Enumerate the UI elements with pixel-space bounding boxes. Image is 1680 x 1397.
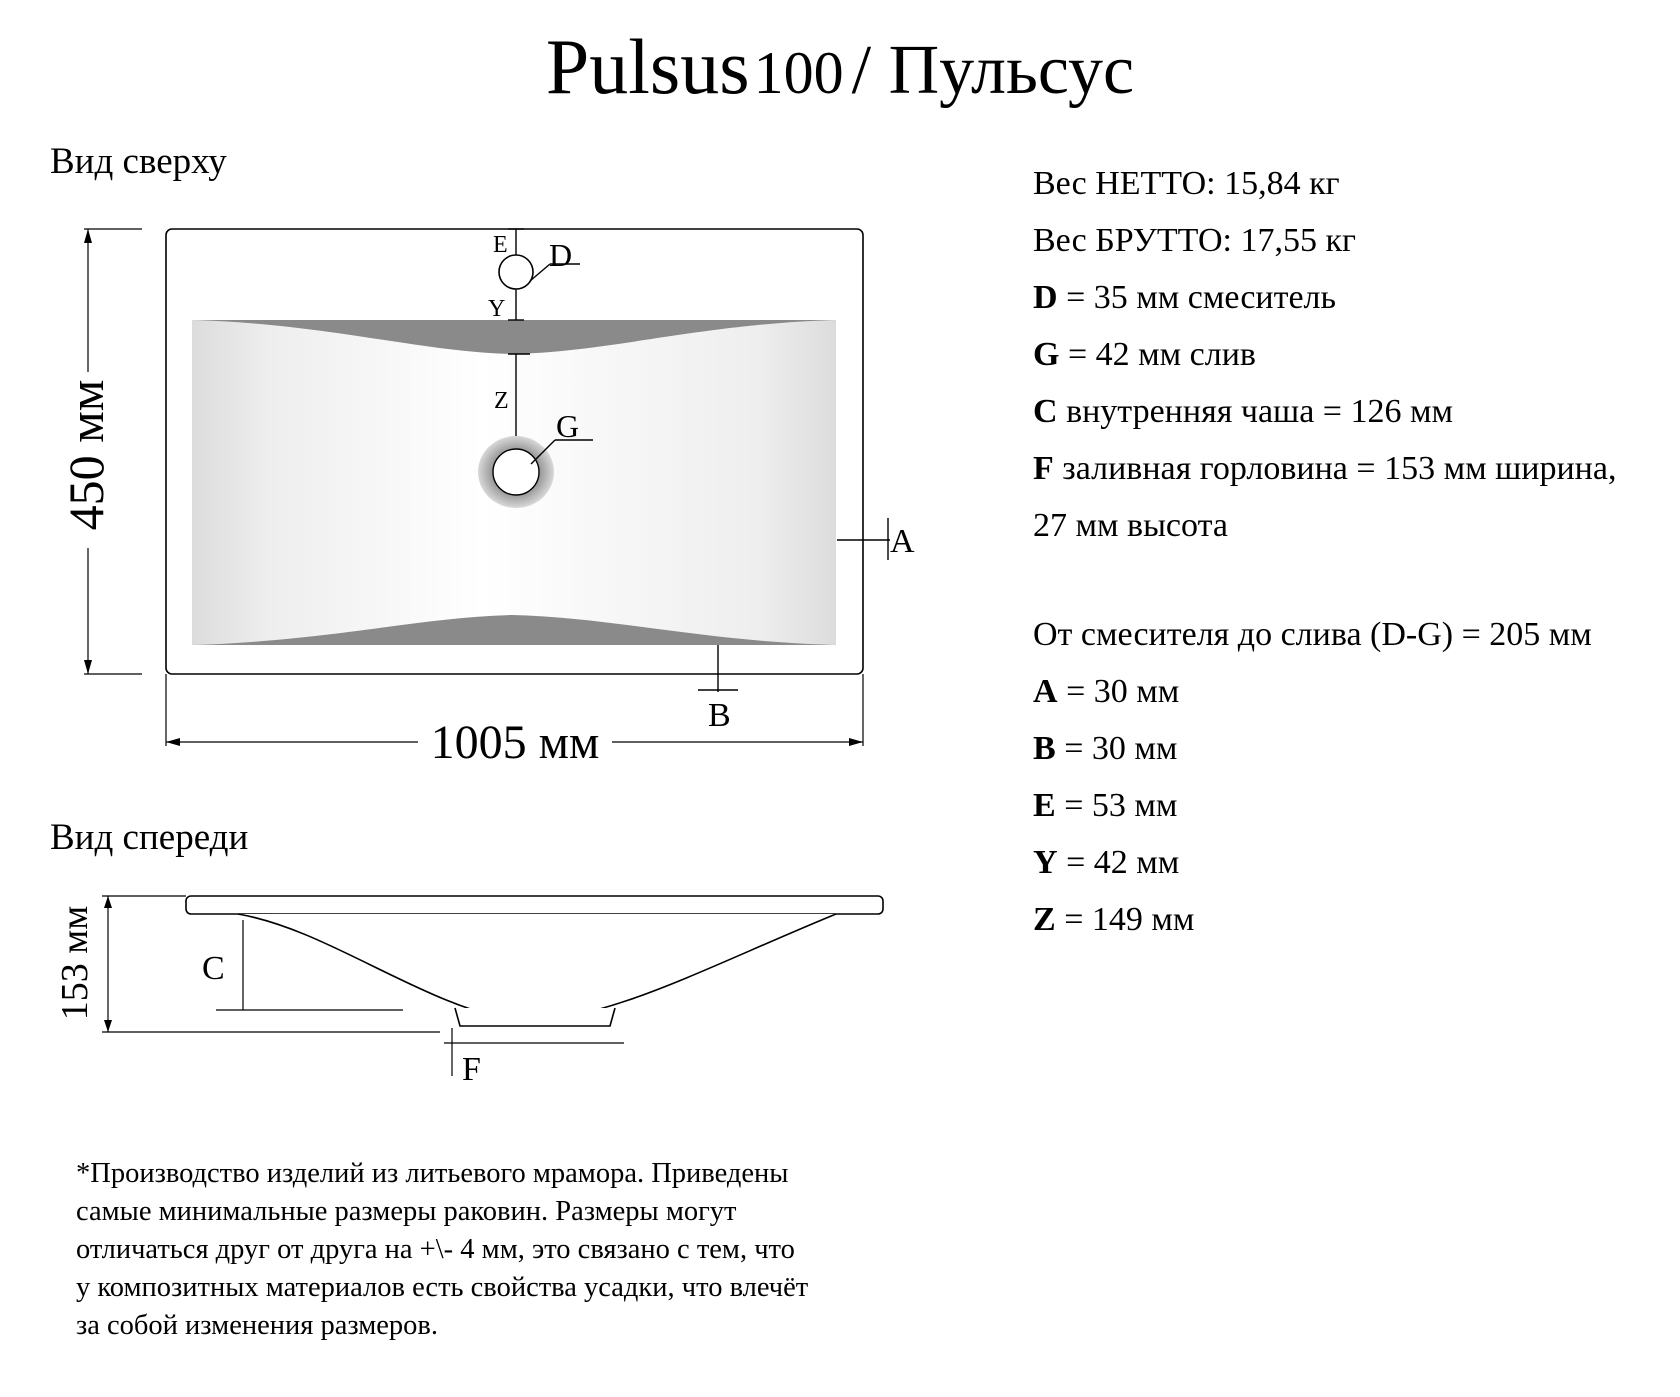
label-G: G xyxy=(556,408,580,444)
spec-y: Y = 42 мм xyxy=(1033,844,1180,881)
label-Y: Y xyxy=(488,296,506,322)
top-view-label: Вид сверху xyxy=(50,141,227,182)
depth-dimension: 450 мм xyxy=(58,379,114,531)
footnote-line: отличаться друг от друга на +\- 4 мм, это связано с тем, что xyxy=(76,1234,795,1265)
spec-e: E = 53 мм xyxy=(1033,787,1178,824)
spec-g: G = 42 мм слив xyxy=(1033,336,1256,373)
width-dimension: 1005 мм xyxy=(430,716,600,769)
label-D: D xyxy=(549,237,573,273)
label-B: B xyxy=(708,697,731,734)
spec-dg: От смесителя до слива (D-G) = 205 мм xyxy=(1033,616,1592,653)
bowl-profile xyxy=(238,914,836,1022)
front-view xyxy=(54,896,883,1088)
sink-top-slab xyxy=(186,896,883,914)
spec-z: Z = 149 мм xyxy=(1033,901,1195,938)
net-weight: Вес НЕТТО: 15,84 кг xyxy=(1033,165,1340,202)
footnote-line: за собой изменения размеров. xyxy=(76,1310,439,1341)
spec-d: D = 35 мм смеситель xyxy=(1033,279,1337,316)
footnote-line: *Производство изделий из литьевого мрамора. Приведены xyxy=(76,1158,789,1189)
label-Z: Z xyxy=(494,388,509,414)
height-dimension: 153 мм xyxy=(54,905,96,1021)
spec-f: F заливная горловина = 153 мм ширина, xyxy=(1033,450,1617,487)
faucet-hole xyxy=(499,255,533,289)
spec-f-cont: 27 мм высота xyxy=(1033,507,1228,544)
title-number: 100 xyxy=(753,40,844,106)
drain-neck xyxy=(455,1008,615,1026)
spec-c: C внутренняя чаша = 126 мм xyxy=(1033,393,1454,430)
gross-weight: Вес БРУТТО: 17,55 кг xyxy=(1033,222,1356,259)
drain-hole xyxy=(493,449,539,495)
spec-b: B = 30 мм xyxy=(1033,730,1178,767)
specs-list xyxy=(1033,155,1616,948)
label-E: E xyxy=(493,232,508,258)
footnote xyxy=(76,1155,916,1345)
top-view xyxy=(58,229,915,769)
label-A: A xyxy=(890,523,915,560)
footnote-line: самые минимальные размеры раковин. Размеры могут xyxy=(76,1196,737,1227)
spec-a: A = 30 мм xyxy=(1033,673,1180,710)
footnote-line: у композитных материалов есть свойства усадки, что влечёт xyxy=(76,1272,809,1303)
title-model: Pulsus xyxy=(545,23,750,110)
front-view-label: Вид спереди xyxy=(50,817,249,858)
title-ru: / Пульсус xyxy=(851,32,1135,109)
label-F: F xyxy=(462,1051,481,1088)
label-C: C xyxy=(202,950,225,987)
